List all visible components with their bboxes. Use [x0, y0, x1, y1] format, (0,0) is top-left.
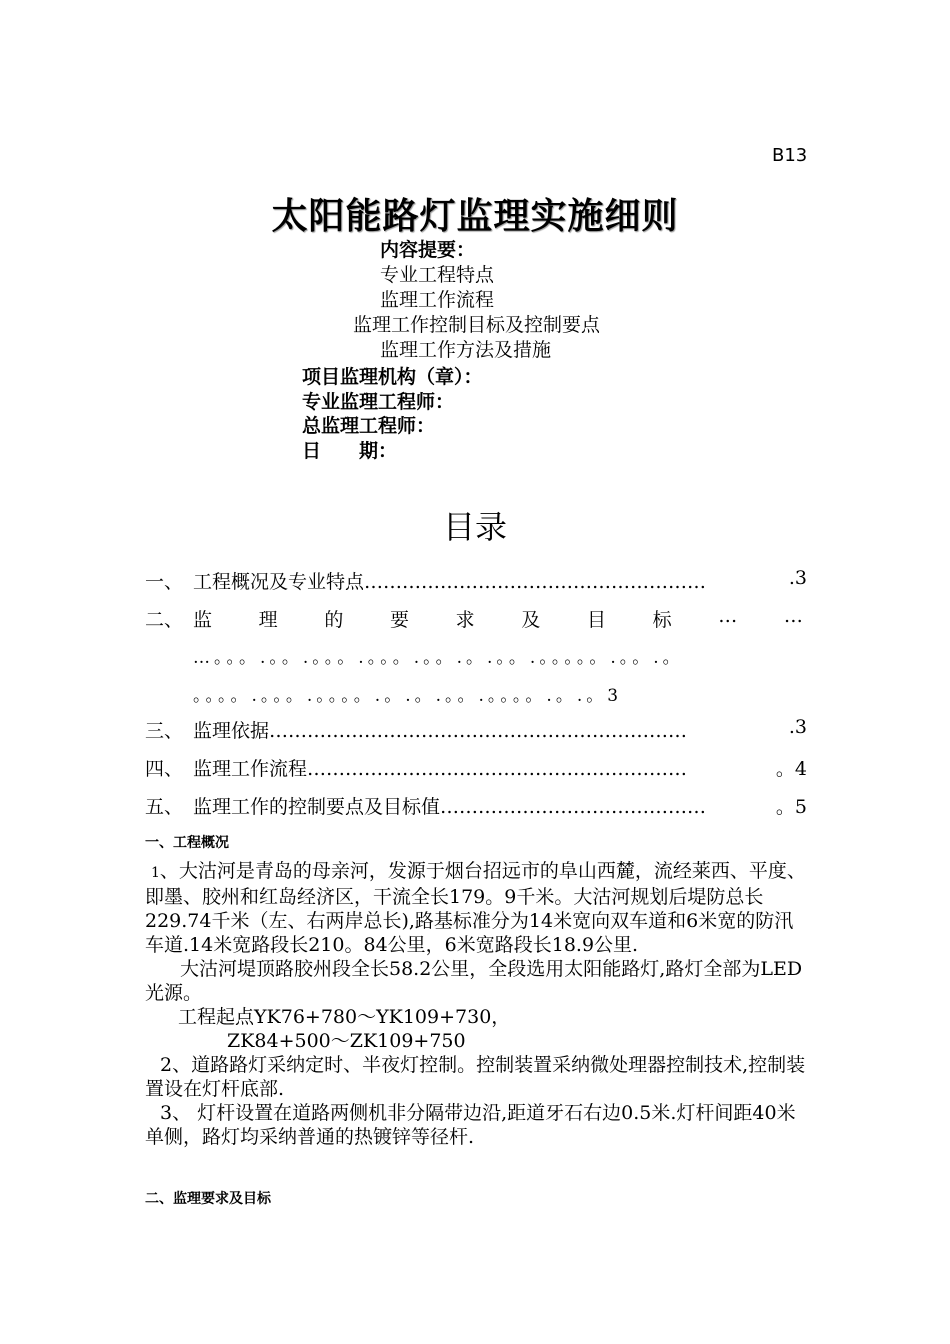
signoff-date: 日 期：	[302, 440, 398, 462]
toc-leader-dots: …………………………………………………………	[269, 720, 688, 742]
toc-leader-dots: ……………………………………	[440, 796, 707, 818]
toc-entry-num: 四、	[145, 758, 184, 780]
toc-entry-char: 目	[586, 609, 606, 631]
toc-entry-char: 及	[521, 609, 541, 631]
paragraph: 工程起点YK76+780～YK109+730，	[178, 1006, 511, 1028]
signoff-engineer: 专业监理工程师：	[302, 391, 455, 413]
document-code: B13	[772, 145, 808, 166]
toc-title: 目录	[442, 508, 507, 546]
toc-entry-char: 的	[324, 609, 344, 631]
toc-entry-page: 。5	[775, 796, 807, 818]
toc-entry-num: 三、	[145, 720, 184, 742]
summary-item: 专业工程特点	[380, 264, 495, 286]
toc-entry-num: 一、	[145, 571, 184, 593]
section-heading: 一、工程概况	[145, 835, 229, 851]
toc-entry-char: 求	[455, 609, 475, 631]
toc-entry-page: 。4	[775, 758, 807, 780]
section-heading: 二、监理要求及目标	[145, 1191, 271, 1207]
toc-entry-char: 理	[258, 609, 278, 631]
signoff-chief: 总监理工程师：	[302, 415, 436, 437]
toc-entry[interactable]	[145, 716, 807, 743]
paragraph-number: 1	[151, 865, 160, 881]
toc-leader-dots: ………………………………………………	[364, 571, 707, 593]
toc-entry-num: 二、	[145, 609, 184, 631]
toc-entry-label: 监理依据	[193, 720, 270, 742]
toc-entry-continuation: 。。。。.。。。.。。。。.。.。.。。.。。。。.。.。3	[193, 686, 623, 706]
toc-entry-page: .3	[788, 716, 807, 738]
toc-entry[interactable]	[145, 567, 807, 594]
summary-item: 监理工作控制目标及控制要点	[353, 314, 601, 336]
section-body	[145, 859, 810, 1149]
summary-item: 监理工作流程	[380, 289, 495, 311]
toc-entry-label: 监理工作流程	[193, 758, 308, 780]
paragraph: 大沽河堤顶路胶州段全长58.2公里，全段选用太阳能路灯,路灯全部为LED光源。	[145, 958, 803, 1004]
toc-entry-page: .3	[788, 567, 807, 589]
paragraph: 3、 灯杆设置在道路两侧机非分隔带边沿,距道牙石右边0.5米.灯杆间距40米单侧，路灯均采纳普通的热镀锌等径杆.	[145, 1102, 796, 1148]
toc-leader-dots: ……………………………………………………	[307, 758, 688, 780]
toc-entry[interactable]	[145, 754, 807, 781]
paragraph: ZK84+500～ZK109+750	[227, 1030, 466, 1052]
toc-entry-char: 标	[652, 609, 672, 631]
toc-entry-num: 五、	[145, 796, 184, 818]
toc-entry[interactable]	[145, 605, 803, 632]
paragraph	[145, 859, 810, 957]
toc-entry-char: 监	[193, 609, 213, 631]
document-title: 太阳能路灯监理实施细则	[271, 196, 679, 237]
summary-item: 监理工作方法及措施	[380, 339, 552, 361]
paragraph-text: 、大沽河是青岛的母亲河，发源于烟台招远市的阜山西麓，流经莱西、平度、即墨、胶州和红岛经济区，干流全长179。9千米。大沽河规划后堤防总长229.74千米（左、右两岸总长),路基标准分为14米宽向双车道和6米宽的防汛车道.14米宽路段长210。84公里，6米宽路段长18.9公里.	[145, 860, 806, 956]
toc-entry-char: …	[718, 605, 738, 627]
toc-entry-char: …	[783, 605, 803, 627]
summary-label: 内容提要：	[380, 239, 476, 261]
toc-entry-label: 工程概况及专业特点	[193, 571, 365, 593]
signoff-org: 项目监理机构（章）：	[302, 366, 483, 388]
toc-entry[interactable]	[145, 792, 807, 819]
toc-entry-continuation: …。。。.。。.。。。.。。。.。。.。.。。.。。。。。.。。.。	[193, 648, 684, 668]
paragraph: 2、道路路灯采纳定时、半夜灯控制。控制装置采纳微处理器控制技术,控制装置设在灯杆底部.	[145, 1054, 806, 1100]
toc-entry-char: 要	[389, 609, 409, 631]
toc-entry-label: 监理工作的控制要点及目标值	[193, 796, 441, 818]
